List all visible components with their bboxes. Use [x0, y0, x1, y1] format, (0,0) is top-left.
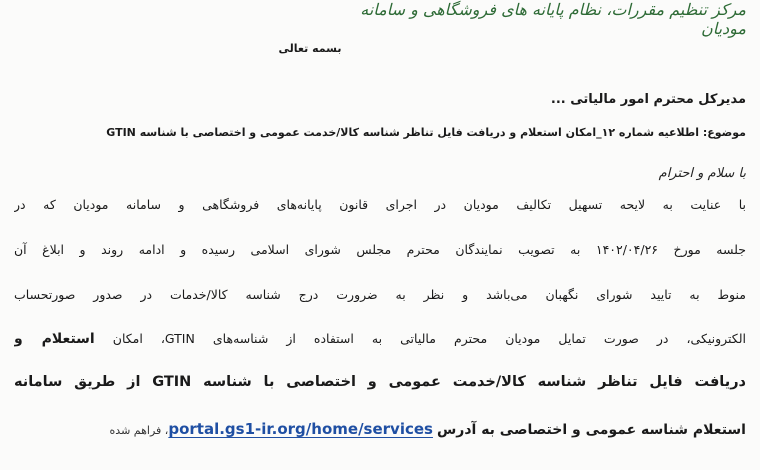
body-line-3: منوط به تایید شورای نگهبان می‌باشد و نظر به ضرورت درج شناسه کالا/خدمات در صدور صورتحساب	[14, 287, 746, 302]
body-line-2: جلسه مورخ ۱۴۰۲/۰۴/۲۶ به تصویب نمایندگان محترم مجلس شورای اسلامی رسیده و ادامه روند و ابلاغ آن	[14, 242, 746, 257]
greeting: با سلام و احترام	[658, 166, 746, 181]
recipient-line: مدیرکل محترم امور مالیاتی ...	[550, 92, 746, 107]
body-line-1: با عنایت به لایحه تسهیل تکالیف مودیان در اجرای قانون پایانه‌های فروشگاهی و سامانه مودیان که در	[14, 197, 746, 212]
body-line-6-suffix: ، فراهم شده	[109, 424, 169, 437]
body-line-4	[14, 331, 746, 347]
body-line-4-emphasis: استعلام و	[14, 331, 95, 347]
services-portal-link[interactable]: portal.gs1-ir.org/home/services	[168, 420, 433, 438]
basmala: بسمه تعالی	[278, 42, 342, 55]
body-line-6	[14, 420, 746, 438]
subject-line: موضوع: اطلاعیه شماره ۱۲_امکان استعلام و دریافت فایل تناظر شناسه کالا/خدمت عمومی و اختصاصی با شناسه GTIN	[106, 126, 746, 139]
body-line-6-emphasis: استعلام شناسه عمومی و اختصاصی به آدرس	[436, 422, 746, 438]
body-line-5	[14, 374, 746, 390]
letterhead-center-name: مرکز تنظیم مقررات، نظام پایانه های فروشگاهی و سامانه مودیان	[360, 0, 746, 38]
body-line-4-text: الکترونیکی، در صورت تمایل مودیان محترم مالیاتی به استفاده از شناسه‌های GTIN، امکان	[94, 331, 746, 346]
body-line-5-emphasis: دریافت فایل تناظر شناسه کالا/خدمت عمومی و اختصاصی با شناسه GTIN از طریق سامانه	[14, 374, 746, 390]
